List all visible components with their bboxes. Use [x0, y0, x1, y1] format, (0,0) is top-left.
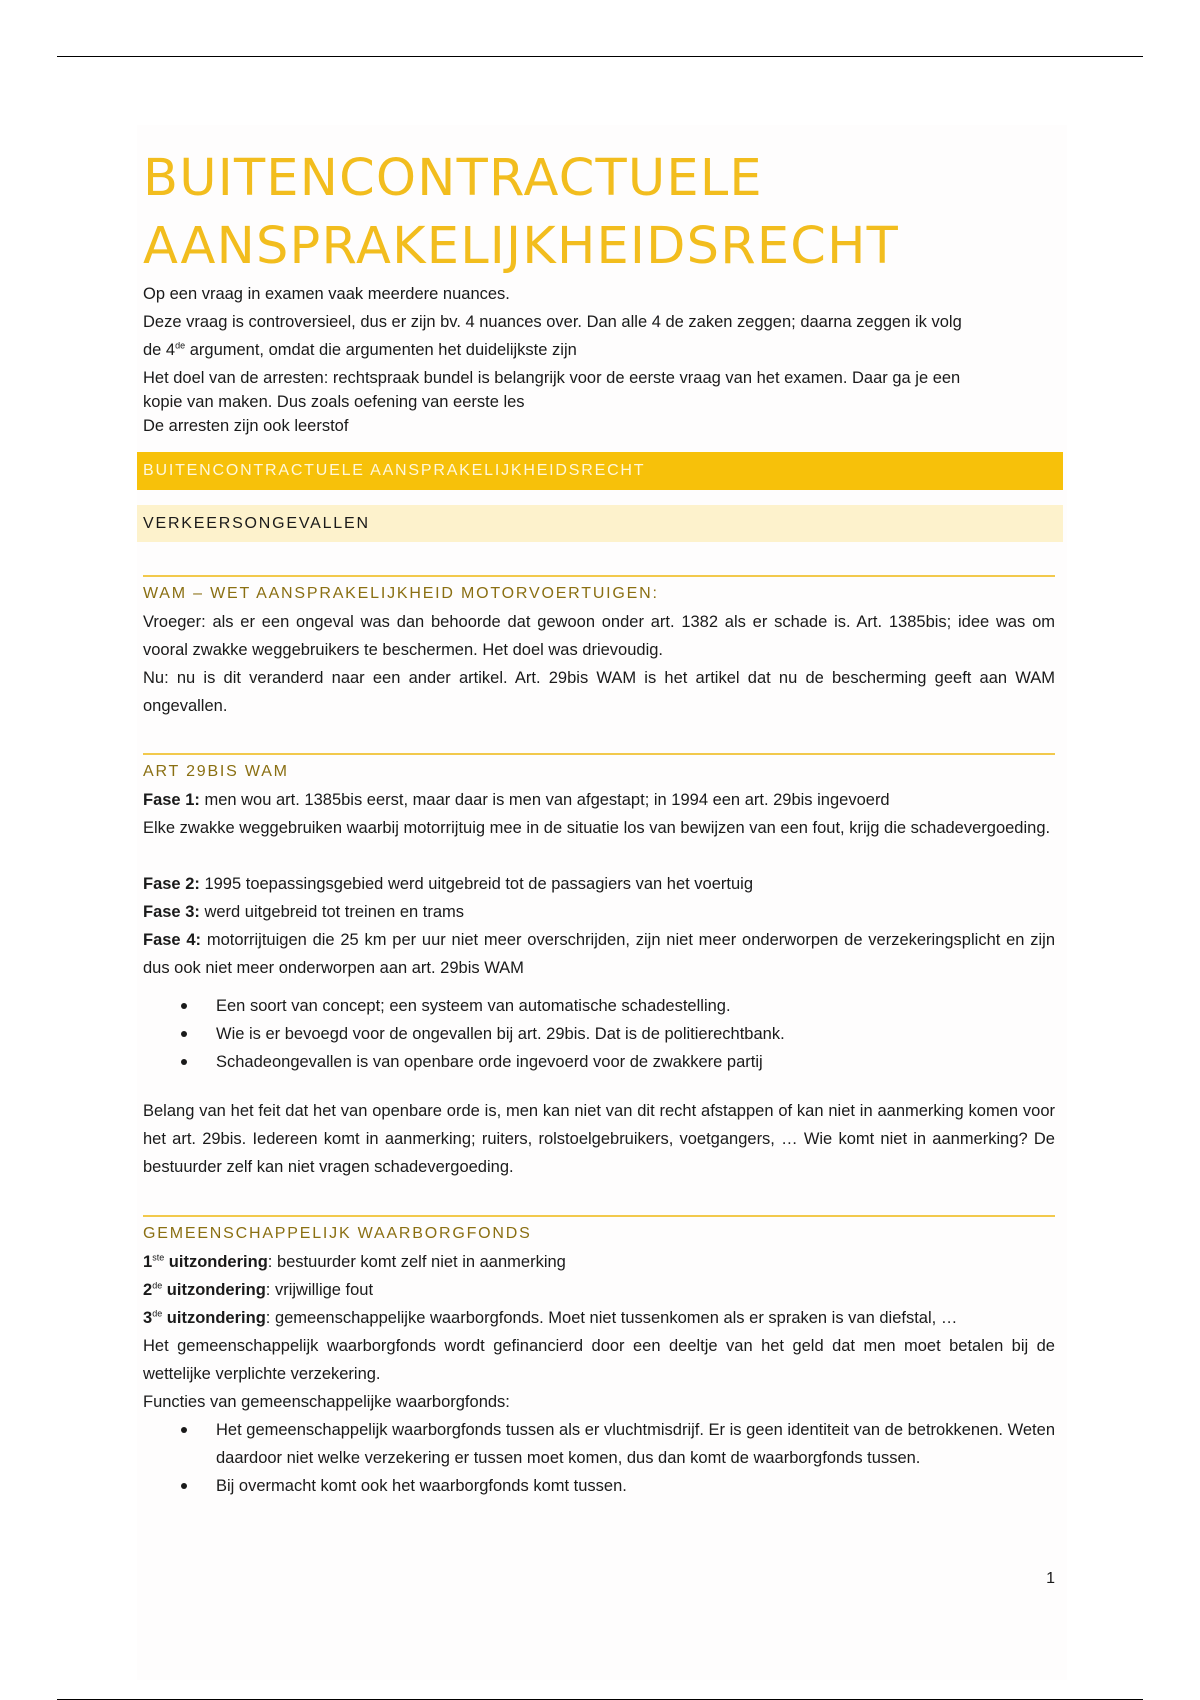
uitzondering-1-label: uitzondering — [164, 1253, 268, 1271]
heading-2-bar — [137, 505, 1063, 542]
bullet-icon — [181, 1003, 187, 1009]
heading-2: VERKEERSONGEVALLEN — [143, 515, 370, 532]
list-item-text: Het gemeenschappelijk waarborgfonds tussen als er vluchtmisdrijf. Er is geen identiteit van de betrokkenen. Weten daardoor niet welke verzekering er tussen moet komen, dus dan komt de waarborgfonds tussen. — [216, 1421, 1055, 1467]
uitzondering-1-sup: ste — [152, 1252, 165, 1263]
uitzondering-3-label: uitzondering — [162, 1309, 266, 1327]
title-line-1: BUITENCONTRACTUELE — [143, 149, 763, 208]
intro-line-4: Het doel van de arresten: rechtspraak bundel is belangrijk voor de eerste vraag van het examen. Daar ga je een — [143, 369, 961, 387]
intro-line-3-sup: de — [175, 340, 186, 351]
uitzondering-2-sup: de — [152, 1280, 163, 1291]
gwf-bullet-list — [143, 1416, 1055, 1500]
uitzondering-2-num: 2 — [143, 1281, 153, 1299]
list-item-text: Bij overmacht komt ook het waarborgfonds komt tussen. — [216, 1477, 627, 1495]
fase-3-text: werd uitgebreid tot treinen en trams — [199, 903, 465, 921]
uitzondering-2 — [143, 1276, 1055, 1304]
fase-2-text: 1995 toepassingsgebied werd uitgebreid tot de passagiers van het voertuig — [199, 875, 753, 893]
wam-heading: WAM – WET AANSPRAKELIJKHEID MOTORVOERTUIGEN: — [143, 585, 659, 602]
gwf-paragraph-2: Functies van gemeenschappelijke waarborgfonds: — [143, 1393, 510, 1411]
wam-paragraph-1: Vroeger: als er een ongeval was dan behoorde dat gewoon onder art. 1382 als er schade is. Art. 1385bis; idee was om vooral zwakke weggebruikers te beschermen. Het doel was drievoudig. — [143, 613, 1055, 659]
fase-2-label: Fase 2: — [143, 875, 200, 893]
fase-1 — [143, 786, 1055, 814]
list-item — [143, 1416, 1055, 1472]
intro-line-2: Deze vraag is controversieel, dus er zijn bv. 4 nuances over. Dan alle 4 de zaken zeggen; daarna zeggen ik volg — [143, 313, 962, 331]
list-item-text: Schadeongevallen is van openbare orde ingevoerd voor de zwakkere partij — [216, 1053, 763, 1071]
intro-line-3b: argument, omdat die argumenten het duidelijkste zijn — [185, 341, 577, 359]
fase-3 — [143, 898, 1055, 926]
intro-line-1: Op een vraag in examen vaak meerdere nuances. — [143, 285, 510, 303]
fase-4 — [143, 926, 1055, 982]
list-item — [143, 1020, 1055, 1048]
list-item — [143, 992, 1055, 1020]
intro-line-5: kopie van maken. Dus zoals oefening van eerste les — [143, 393, 525, 411]
gwf-paragraph-1: Het gemeenschappelijk waarborgfonds wordt gefinancierd door een deeltje van het geld dat men moet betalen bij de wettelijke verplichte verzekering. — [143, 1337, 1055, 1383]
gwf-heading-rule — [143, 1215, 1055, 1217]
uitzondering-3-num: 3 — [143, 1309, 153, 1327]
uitzondering-3 — [143, 1304, 1055, 1332]
bullet-icon — [181, 1427, 187, 1433]
heading-1: BUITENCONTRACTUELE AANSPRAKELIJKHEIDSRECHT — [143, 462, 646, 479]
list-item — [143, 1048, 1055, 1076]
fase-1-text: men wou art. 1385bis eerst, maar daar is men van afgestapt; in 1994 een art. 29bis ingevoerd — [199, 791, 890, 809]
uitzondering-3-sup: de — [152, 1308, 163, 1319]
bullet-icon — [181, 1059, 187, 1065]
wam-heading-rule — [143, 575, 1055, 577]
bullet-icon — [181, 1483, 187, 1489]
top-rule — [57, 56, 1143, 57]
belang-paragraph: Belang van het feit dat het van openbare orde is, men kan niet van dit recht afstappen of kan niet in aanmerking komen voor het art. 29bis. Iedereen komt in aanmerking; ruiters, rolstoelgebruikers, voetgangers, … Wie komt niet in aanmerking? De bestuurder zelf kan niet vragen schadevergoeding. — [143, 1102, 1055, 1176]
fase-4-text: motorrijtuigen die 25 km per uur niet meer overschrijden, zijn niet meer onderworpen de verzekeringsplicht en zijn dus ook niet meer onderworpen aan art. 29bis WAM — [143, 931, 1055, 977]
uitzondering-1 — [143, 1248, 1055, 1276]
title-line-2: AANSPRAKELIJKHEIDSRECHT — [143, 217, 899, 276]
intro-line-3 — [143, 336, 1055, 364]
fase-2 — [143, 870, 1055, 898]
art29-heading-rule — [143, 753, 1055, 755]
list-item — [143, 1472, 1055, 1500]
uitzondering-3-text: : gemeenschappelijke waarborgfonds. Moet niet tussenkomen als er spraken is van diefstal, … — [265, 1309, 958, 1327]
intro-line-6: De arresten zijn ook leerstof — [143, 417, 349, 435]
page-number: 1 — [1046, 1570, 1055, 1587]
intro-line-3a: de 4 — [143, 341, 176, 359]
bullet-icon — [181, 1031, 187, 1037]
uitzondering-2-text: : vrijwillige fout — [265, 1281, 374, 1299]
wam-paragraph-2: Nu: nu is dit veranderd naar een ander artikel. Art. 29bis WAM is het artikel dat nu de bescherming geeft aan WAM ongevallen. — [143, 669, 1055, 715]
art29-bullet-list — [143, 992, 1055, 1076]
fase-4-label: Fase 4: — [143, 931, 202, 949]
gwf-heading: GEMEENSCHAPPELIJK WAARBORGFONDS — [143, 1225, 532, 1242]
uitzondering-1-num: 1 — [143, 1253, 153, 1271]
fase-3-label: Fase 3: — [143, 903, 200, 921]
uitzondering-1-text: : bestuurder komt zelf niet in aanmerking — [267, 1253, 566, 1271]
list-item-text: Een soort van concept; een systeem van automatische schadestelling. — [216, 997, 731, 1015]
art29-heading: ART 29BIS WAM — [143, 763, 289, 780]
list-item-text: Wie is er bevoegd voor de ongevallen bij art. 29bis. Dat is de politierechtbank. — [216, 1025, 785, 1043]
heading-1-bar — [137, 452, 1063, 490]
uitzondering-2-label: uitzondering — [162, 1281, 266, 1299]
fase-1-extra: Elke zwakke weggebruiken waarbij motorrijtuig mee in de situatie los van bewijzen van een fout, krijg die schadevergoeding. — [143, 819, 1051, 837]
fase-1-label: Fase 1: — [143, 791, 200, 809]
document-title — [143, 145, 899, 281]
